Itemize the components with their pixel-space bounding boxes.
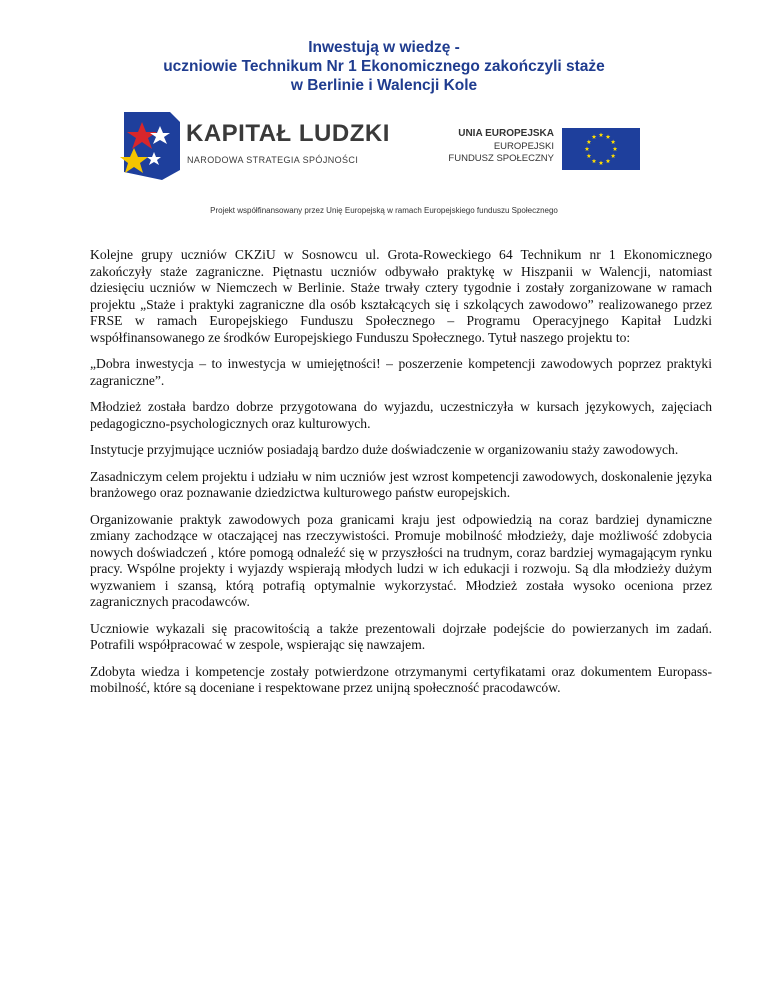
emblem-blue-shape: [124, 112, 180, 180]
ue-line-2: EUROPEJSKI: [493, 140, 554, 152]
kapital-ludzki-subtitle: NARODOWA STRATEGIA SPÓJNOŚCI: [187, 155, 359, 165]
paragraph-6: Organizowanie praktyk zawodowych poza granicami kraju jest odpowiedzią na coraz bardziej dynamiczne zmiany zachodzące w otaczającej nas rzeczywistości. Promuje mobilność młodzieży, daje możliwość zdobycia nowych doświadczeń , które pomogą odnaleźć się w przyszłości na trudnym, coraz bardziej wymagającym rynku pracy. Wspólne projekty i wyjazdy wspierają młodych ludzi w ich edukacji i rozwoju. Są dla młodzieży dużym wyzwaniem i szansą, którą potrafią optymalnie wykorzystać. Młodzież została wysoko oceniona przez zagranicznych pracodawców.: [90, 511, 712, 609]
eu-flag-icon: [562, 128, 640, 170]
title-line-1: Inwestują w wiedzę -: [308, 39, 460, 56]
ue-line-3: FUNDUSZ SPOŁECZNY: [448, 153, 554, 164]
page-title: [0, 38, 768, 95]
ue-line-1: UNIA EUROPEJSKA: [458, 128, 554, 139]
kapital-ludzki-name: KAPITAŁ LUDZKI: [186, 120, 390, 147]
article-body: [90, 247, 712, 707]
unia-europejska-text: [420, 128, 554, 166]
title-line-2: uczniowie Technikum Nr 1 Ekonomicznego zakończyli staże: [163, 58, 605, 75]
paragraph-5: Zasadniczym celem projektu i udziału w nim uczniów jest wzrost kompetencji zawodowych, doskonalenie języka branżowego oraz poznawanie dziedzictwa kulturowego państw europejskich.: [90, 468, 712, 500]
paragraph-1: Kolejne grupy uczniów CKZiU w Sosnowcu ul. Grota-Roweckiego 64 Technikum nr 1 Ekonomicznego zakończyły staże zagraniczne. Piętnastu uczniów odbywało praktykę w Hiszpanii w Walencji, natomiast dziesięciu uczniów w Niemczech w Berlinie. Staże trwały cztery tygodnie i zostały zorganizowane w ramach projektu „Staże i praktyki zagraniczne dla osób kształcących się i szkolących zawodowo” realizowanego przez FRSE w ramach Europejskiego Funduszu Społecznego – Programu Operacyjnego Kapitał Ludzki współfinansowanego ze środków Europejskiego Funduszu Społecznego. Tytuł naszego projektu to:: [90, 247, 712, 345]
cofinancing-caption: Projekt współfinansowany przez Unię Europejską w ramach Europejskiego funduszu Społecznego: [210, 206, 558, 215]
paragraph-8: Zdobyta wiedza i kompetencje zostały potwierdzone otrzymanymi certyfikatami oraz dokumentem Europass-mobilność, które są doceniane i respektowane przez unijną społeczność pracodawców.: [90, 663, 712, 695]
paragraph-7: Uczniowie wykazali się pracowitością a także prezentowali dojrzałe podejście do powierzanych im zadań. Potrafili współpracować w zespole, wspierając się nawzajem.: [90, 620, 712, 652]
paragraph-2: „Dobra inwestycja – to inwestycja w umiejętności! – poszerzenie kompetencji zawodowych poprzez praktyki zagraniczne”.: [90, 356, 712, 388]
paragraph-3: Młodzież została bardzo dobrze przygotowana do wyjazdu, uczestniczyła w kursach językowych, zajęciach pedagogiczno-psychologicznych oraz kulturowych.: [90, 399, 712, 431]
kapital-ludzki-logo: [118, 112, 390, 180]
paragraph-4: Instytucje przyjmujące uczniów posiadają bardzo duże doświadczenie w organizowaniu staży zawodowych.: [90, 442, 679, 457]
kapital-ludzki-emblem-icon: [118, 112, 182, 180]
title-line-3: w Berlinie i Walencji Kole: [290, 77, 478, 94]
